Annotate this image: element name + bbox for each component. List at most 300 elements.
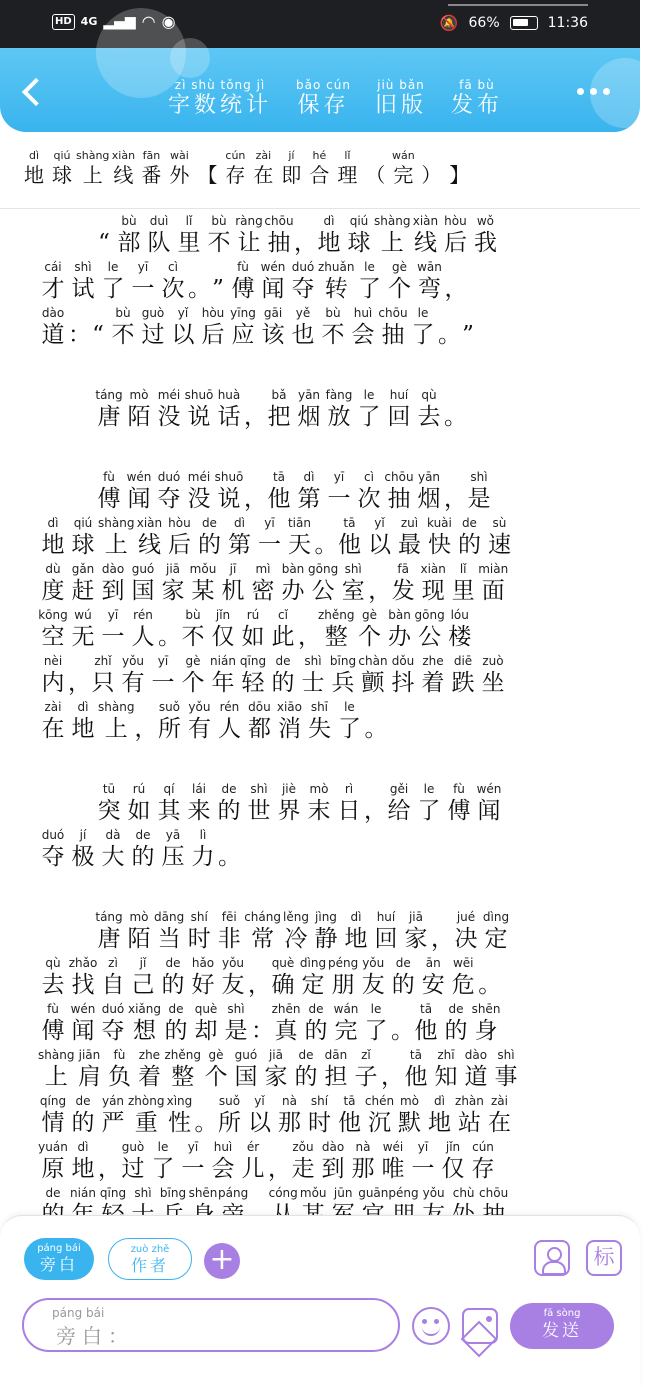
pinyin: rì	[344, 782, 354, 796]
story-paragraph[interactable]	[38, 212, 612, 350]
message-input[interactable]	[22, 1298, 400, 1352]
hanzi: 里	[177, 230, 201, 256]
pinyin: huí	[376, 910, 396, 924]
pinyin: mì	[255, 562, 271, 576]
pinyin: shēn	[471, 1002, 501, 1016]
story-char	[188, 563, 218, 606]
pinyin: zhǎo	[68, 956, 98, 970]
pinyin: wén	[126, 470, 152, 484]
pinyin: wān	[417, 260, 442, 274]
story-char	[364, 517, 394, 560]
pinyin: suǒ	[158, 700, 181, 714]
pinyin: le	[423, 782, 435, 796]
pinyin: gè	[185, 654, 201, 668]
story-char	[474, 783, 504, 826]
hanzi: 儿	[241, 1156, 265, 1182]
story-char	[448, 957, 478, 1000]
story-char	[238, 609, 268, 652]
pinyin: yī	[157, 654, 169, 668]
story-char	[378, 1141, 408, 1184]
pinyin: guò	[141, 306, 165, 320]
pinyin: cì	[168, 260, 178, 274]
hanzi: 天	[287, 532, 311, 558]
story-char	[114, 215, 144, 258]
pinyin: wǒ	[476, 214, 495, 228]
pinyin: shì	[497, 1048, 515, 1062]
hanzi: 了	[337, 716, 361, 742]
pinyin: gěi	[389, 782, 409, 796]
hanzi: 友	[221, 972, 245, 998]
pinyin: bàn	[281, 562, 305, 576]
pinyin: dǒu	[391, 654, 415, 668]
pinyin: le	[370, 1002, 382, 1016]
story-char	[430, 911, 454, 954]
pinyin: xìng	[166, 1094, 193, 1108]
hanzi: ，	[134, 716, 158, 742]
story-char	[38, 957, 68, 1000]
story-char	[124, 389, 154, 432]
hanzi: 闻	[127, 486, 151, 512]
pinyin: le	[417, 306, 429, 320]
story-char	[68, 563, 98, 606]
story-char	[385, 609, 415, 652]
image-icon[interactable]	[462, 1308, 498, 1344]
story-char	[394, 517, 424, 560]
pinyin: dìng	[482, 910, 510, 924]
pinyin: jiān	[78, 1048, 101, 1062]
hanzi: 突	[97, 798, 121, 824]
pinyin: lǐ	[344, 149, 351, 162]
story-char	[391, 1003, 415, 1046]
title-char	[137, 150, 165, 188]
more-options-button[interactable]	[577, 88, 610, 95]
hanzi: 走	[291, 1156, 315, 1182]
pinyin: de	[221, 782, 237, 796]
story-line	[38, 908, 612, 954]
hanzi: 也	[291, 322, 315, 348]
pinyin: lì	[199, 828, 207, 842]
story-char	[134, 701, 158, 744]
hanzi: 】	[449, 163, 470, 187]
save-button[interactable]	[296, 78, 351, 120]
story-char	[224, 517, 254, 560]
wifi-icon: ◠	[141, 12, 156, 31]
pinyin: rú	[132, 782, 146, 796]
hd-badge: HD	[52, 14, 75, 30]
hanzi: 弯	[417, 276, 441, 302]
story-paragraph[interactable]	[38, 780, 612, 872]
hanzi: 极	[71, 844, 95, 870]
story-char	[384, 471, 414, 514]
hanzi: 让	[237, 230, 261, 256]
story-char	[418, 563, 448, 606]
story-char	[94, 783, 124, 826]
header-menu	[168, 78, 503, 120]
hanzi: 密	[251, 578, 275, 604]
hanzi: 闻	[71, 1018, 95, 1044]
pinyin: yǒu	[188, 700, 211, 714]
emoji-icon[interactable]	[412, 1307, 450, 1345]
hanzi: 在	[487, 1110, 511, 1136]
title-char	[445, 150, 473, 188]
story-char	[264, 389, 294, 432]
narrator-role-button[interactable]	[24, 1238, 94, 1280]
dot-icon	[603, 88, 610, 95]
story-line	[38, 652, 612, 698]
tag-button[interactable]: 标	[586, 1240, 622, 1276]
hanzi: 公	[418, 624, 442, 650]
pinyin: xiàn	[111, 149, 136, 162]
hanzi: 力	[191, 844, 215, 870]
title-char	[48, 150, 76, 188]
story-paragraph[interactable]	[38, 908, 612, 1230]
hanzi: 站	[457, 1110, 481, 1136]
hanzi: 说	[187, 404, 211, 430]
hanzi: 上	[104, 716, 128, 742]
header-decoration	[170, 38, 210, 78]
hanzi: 有	[121, 670, 145, 696]
hanzi: 完	[334, 1018, 358, 1044]
story-char	[68, 261, 98, 304]
hanzi: “	[92, 322, 104, 348]
story-line	[38, 1138, 612, 1184]
story-char	[134, 517, 164, 560]
story-char	[38, 517, 68, 560]
hanzi: ，	[98, 1156, 121, 1182]
story-char	[481, 911, 511, 954]
story-char	[148, 655, 178, 698]
pinyin: kōng	[38, 608, 68, 622]
pinyin: duì	[149, 214, 169, 228]
hanzi: 轻	[241, 670, 265, 696]
pinyin: bǎ	[271, 388, 287, 402]
pinyin: wài	[170, 149, 189, 162]
hanzi: 自	[101, 972, 125, 998]
story-char	[444, 783, 474, 826]
hanzi: 烟	[417, 486, 441, 512]
hanzi: 地	[71, 1156, 95, 1182]
add-role-button[interactable]: +	[204, 1243, 240, 1279]
hanzi: 抽	[387, 486, 411, 512]
story-char	[264, 215, 294, 258]
hanzi: 地	[317, 230, 341, 256]
story-char	[351, 1049, 381, 1092]
pinyin: wēi	[452, 956, 474, 970]
story-char	[104, 1049, 134, 1092]
hanzi: 。	[391, 1018, 415, 1044]
story-char	[334, 783, 364, 826]
hanzi: ，	[380, 1064, 404, 1090]
hanzi: 找	[71, 972, 95, 998]
pinyin: xiàn	[412, 214, 439, 228]
hanzi: 当	[157, 926, 181, 952]
pinyin: qīng	[99, 1186, 127, 1200]
pinyin: shàng	[98, 516, 135, 530]
story-char	[294, 215, 317, 258]
story-content	[38, 212, 612, 1212]
pinyin: le	[107, 260, 119, 274]
pinyin: gāi	[263, 306, 283, 320]
hanzi: 不	[321, 322, 345, 348]
hanzi: 闻	[261, 276, 285, 302]
hanzi: 番	[141, 163, 162, 187]
story-char	[244, 701, 274, 744]
hanzi: 后	[443, 230, 467, 256]
story-paragraph[interactable]	[38, 468, 612, 744]
hanzi: 安	[421, 972, 445, 998]
story-char	[194, 517, 224, 560]
hanzi: 傅	[447, 798, 471, 824]
hanzi: 在	[253, 163, 274, 187]
pinyin: yā	[165, 828, 181, 842]
hanzi: 时	[187, 926, 211, 952]
story-char	[298, 609, 321, 652]
story-char	[38, 1003, 68, 1046]
story-line	[38, 212, 612, 258]
status-progress-line	[448, 4, 588, 6]
story-char	[238, 1141, 268, 1184]
story-char	[288, 307, 318, 350]
story-char	[68, 1003, 98, 1046]
story-char	[68, 609, 98, 652]
story-char	[94, 911, 124, 954]
hanzi: （	[365, 163, 386, 187]
story-char	[128, 1095, 164, 1138]
hanzi: 失	[307, 716, 331, 742]
input-placeholder: 旁白：	[56, 1324, 134, 1348]
story-char	[154, 389, 184, 432]
hanzi: ，	[244, 486, 267, 512]
hanzi: 。	[478, 972, 502, 998]
pinyin: xiāo	[276, 700, 302, 714]
story-char	[388, 655, 418, 698]
hanzi: 夺	[41, 844, 65, 870]
story-char	[294, 471, 324, 514]
hanzi: 危	[451, 972, 475, 998]
pinyin: jué	[456, 910, 476, 924]
hanzi: 傅	[231, 276, 255, 302]
hanzi: 唯	[381, 1156, 405, 1182]
send-button[interactable]	[510, 1303, 614, 1349]
story-char	[98, 563, 128, 606]
hanzi: 不	[111, 322, 135, 348]
hanzi: 地	[41, 532, 65, 558]
story-char	[441, 1003, 471, 1046]
hanzi: 坐	[481, 670, 505, 696]
character-icon[interactable]	[534, 1240, 570, 1276]
pinyin: zhēn	[271, 1002, 301, 1016]
hanzi: 冷	[284, 926, 308, 952]
pinyin: fù	[103, 470, 115, 484]
story-char	[98, 701, 134, 744]
pinyin: shī	[310, 700, 329, 714]
hanzi: 即	[281, 163, 302, 187]
hanzi: 夺	[101, 1018, 125, 1044]
pinyin: gōng	[414, 608, 445, 622]
hanzi: 个	[181, 670, 205, 696]
hanzi: 去	[41, 972, 65, 998]
story-char	[218, 563, 248, 606]
story-char	[88, 655, 118, 698]
hanzi: 他	[337, 532, 361, 558]
pinyin: fù	[47, 1002, 59, 1016]
story-char	[364, 783, 387, 826]
pinyin: bù	[325, 306, 341, 320]
pinyin: zài	[255, 149, 272, 162]
title-char	[76, 150, 109, 188]
pinyin: zuì	[400, 516, 419, 530]
hanzi: 快	[427, 532, 451, 558]
story-char	[154, 701, 184, 744]
story-char	[491, 1049, 521, 1092]
author-role-button[interactable]	[108, 1238, 192, 1280]
pinyin: yān	[417, 470, 441, 484]
pinyin: lěng	[283, 910, 309, 924]
pinyin: zhǐ	[94, 654, 112, 668]
title-char	[20, 150, 48, 188]
pinyin: wán	[333, 1002, 359, 1016]
hanzi: 回	[374, 926, 398, 952]
hanzi: 国	[234, 1064, 258, 1090]
story-char	[248, 563, 278, 606]
hanzi: 空	[41, 624, 65, 650]
story-char	[88, 307, 108, 350]
story-char	[214, 1095, 244, 1138]
hanzi: 抽	[381, 322, 405, 348]
story-char	[128, 829, 158, 872]
author-pinyin: zuò zhě	[130, 1244, 170, 1255]
pinyin: tā	[409, 1048, 422, 1062]
pinyin: gōng	[308, 562, 339, 576]
pinyin: lǐ	[459, 562, 467, 576]
story-char	[154, 783, 184, 826]
story-char	[414, 389, 444, 432]
hanzi: 颤	[361, 670, 385, 696]
story-char	[128, 609, 158, 652]
narrator-pinyin: páng bái	[37, 1243, 81, 1254]
hanzi: 【	[197, 163, 218, 187]
pinyin: mò	[399, 1094, 419, 1108]
publish-button[interactable]	[451, 78, 503, 120]
hanzi: 存	[471, 1156, 495, 1182]
story-char	[184, 389, 214, 432]
story-char	[38, 829, 68, 872]
hanzi: 了	[417, 798, 441, 824]
hanzi: 转	[324, 276, 348, 302]
story-char	[251, 1003, 275, 1046]
pinyin: dào	[321, 1140, 345, 1154]
pinyin: fā	[397, 562, 409, 576]
hanzi: 后	[167, 532, 191, 558]
pinyin: shì	[74, 260, 92, 274]
story-char	[198, 307, 228, 350]
hanzi: 话	[217, 404, 241, 430]
hanzi: ，	[430, 926, 454, 952]
hanzi: 己	[131, 972, 155, 998]
pinyin: cún	[225, 149, 246, 162]
old-version-button[interactable]	[375, 78, 427, 120]
pinyin: jī	[229, 562, 237, 576]
hanzi: 地	[71, 716, 95, 742]
story-line	[38, 826, 612, 872]
hanzi: 原	[41, 1156, 65, 1182]
story-char	[445, 609, 475, 652]
pinyin: ér	[246, 1140, 260, 1154]
hanzi: 的	[197, 532, 221, 558]
hanzi: ”	[212, 276, 224, 302]
story-char	[248, 957, 271, 1000]
pinyin: zhe	[422, 654, 444, 668]
hanzi: 的	[71, 1110, 95, 1136]
hanzi: 他	[414, 1018, 438, 1044]
hanzi: 给	[387, 798, 411, 824]
story-char	[348, 1141, 378, 1184]
story-char	[444, 389, 467, 432]
pinyin: wéi	[382, 1140, 404, 1154]
story-char	[361, 1003, 391, 1046]
hanzi: 负	[107, 1064, 131, 1090]
story-char	[414, 261, 444, 304]
pinyin: zì	[108, 956, 118, 970]
story-char	[274, 783, 304, 826]
pinyin: huà	[217, 388, 241, 402]
story-char	[244, 471, 267, 514]
pinyin: cún	[472, 1140, 494, 1154]
word-count-button[interactable]	[168, 78, 272, 120]
hanzi: 第	[227, 532, 251, 558]
pinyin: dì	[47, 516, 59, 530]
hanzi: 末	[307, 798, 331, 824]
hanzi: 楼	[448, 624, 472, 650]
hanzi: ：	[251, 1018, 275, 1044]
pinyin: zuò	[482, 654, 504, 668]
story-char	[124, 471, 154, 514]
hanzi: 国	[131, 578, 155, 604]
story-char	[414, 783, 444, 826]
hanzi: 地	[427, 1110, 451, 1136]
hanzi: 所	[157, 716, 181, 742]
pinyin: fù	[453, 782, 465, 796]
pinyin: nián	[210, 654, 236, 668]
story-char	[168, 307, 198, 350]
pinyin: yī	[187, 1140, 199, 1154]
story-char	[158, 957, 188, 1000]
pinyin: dào	[101, 562, 125, 576]
story-paragraph[interactable]	[38, 386, 612, 432]
title-char	[333, 150, 361, 188]
hanzi: 仅	[211, 624, 235, 650]
hanzi: 子	[354, 1064, 378, 1090]
story-char	[191, 1003, 221, 1046]
story-char	[221, 1003, 251, 1046]
hanzi: 的	[271, 670, 295, 696]
hanzi: 一	[181, 1156, 205, 1182]
pinyin: wén	[476, 782, 502, 796]
hanzi: 着	[137, 1064, 161, 1090]
hanzi: 兵	[331, 670, 355, 696]
hanzi: 外	[169, 163, 190, 187]
story-char	[261, 1049, 291, 1092]
hanzi: 重	[134, 1110, 158, 1136]
story-char	[484, 1095, 514, 1138]
story-char	[118, 655, 148, 698]
back-button[interactable]	[18, 76, 48, 110]
pinyin: de	[298, 1048, 314, 1062]
story-char	[461, 1049, 491, 1092]
hanzi: 球	[71, 532, 95, 558]
hanzi: 日	[337, 798, 361, 824]
story-char	[304, 783, 334, 826]
